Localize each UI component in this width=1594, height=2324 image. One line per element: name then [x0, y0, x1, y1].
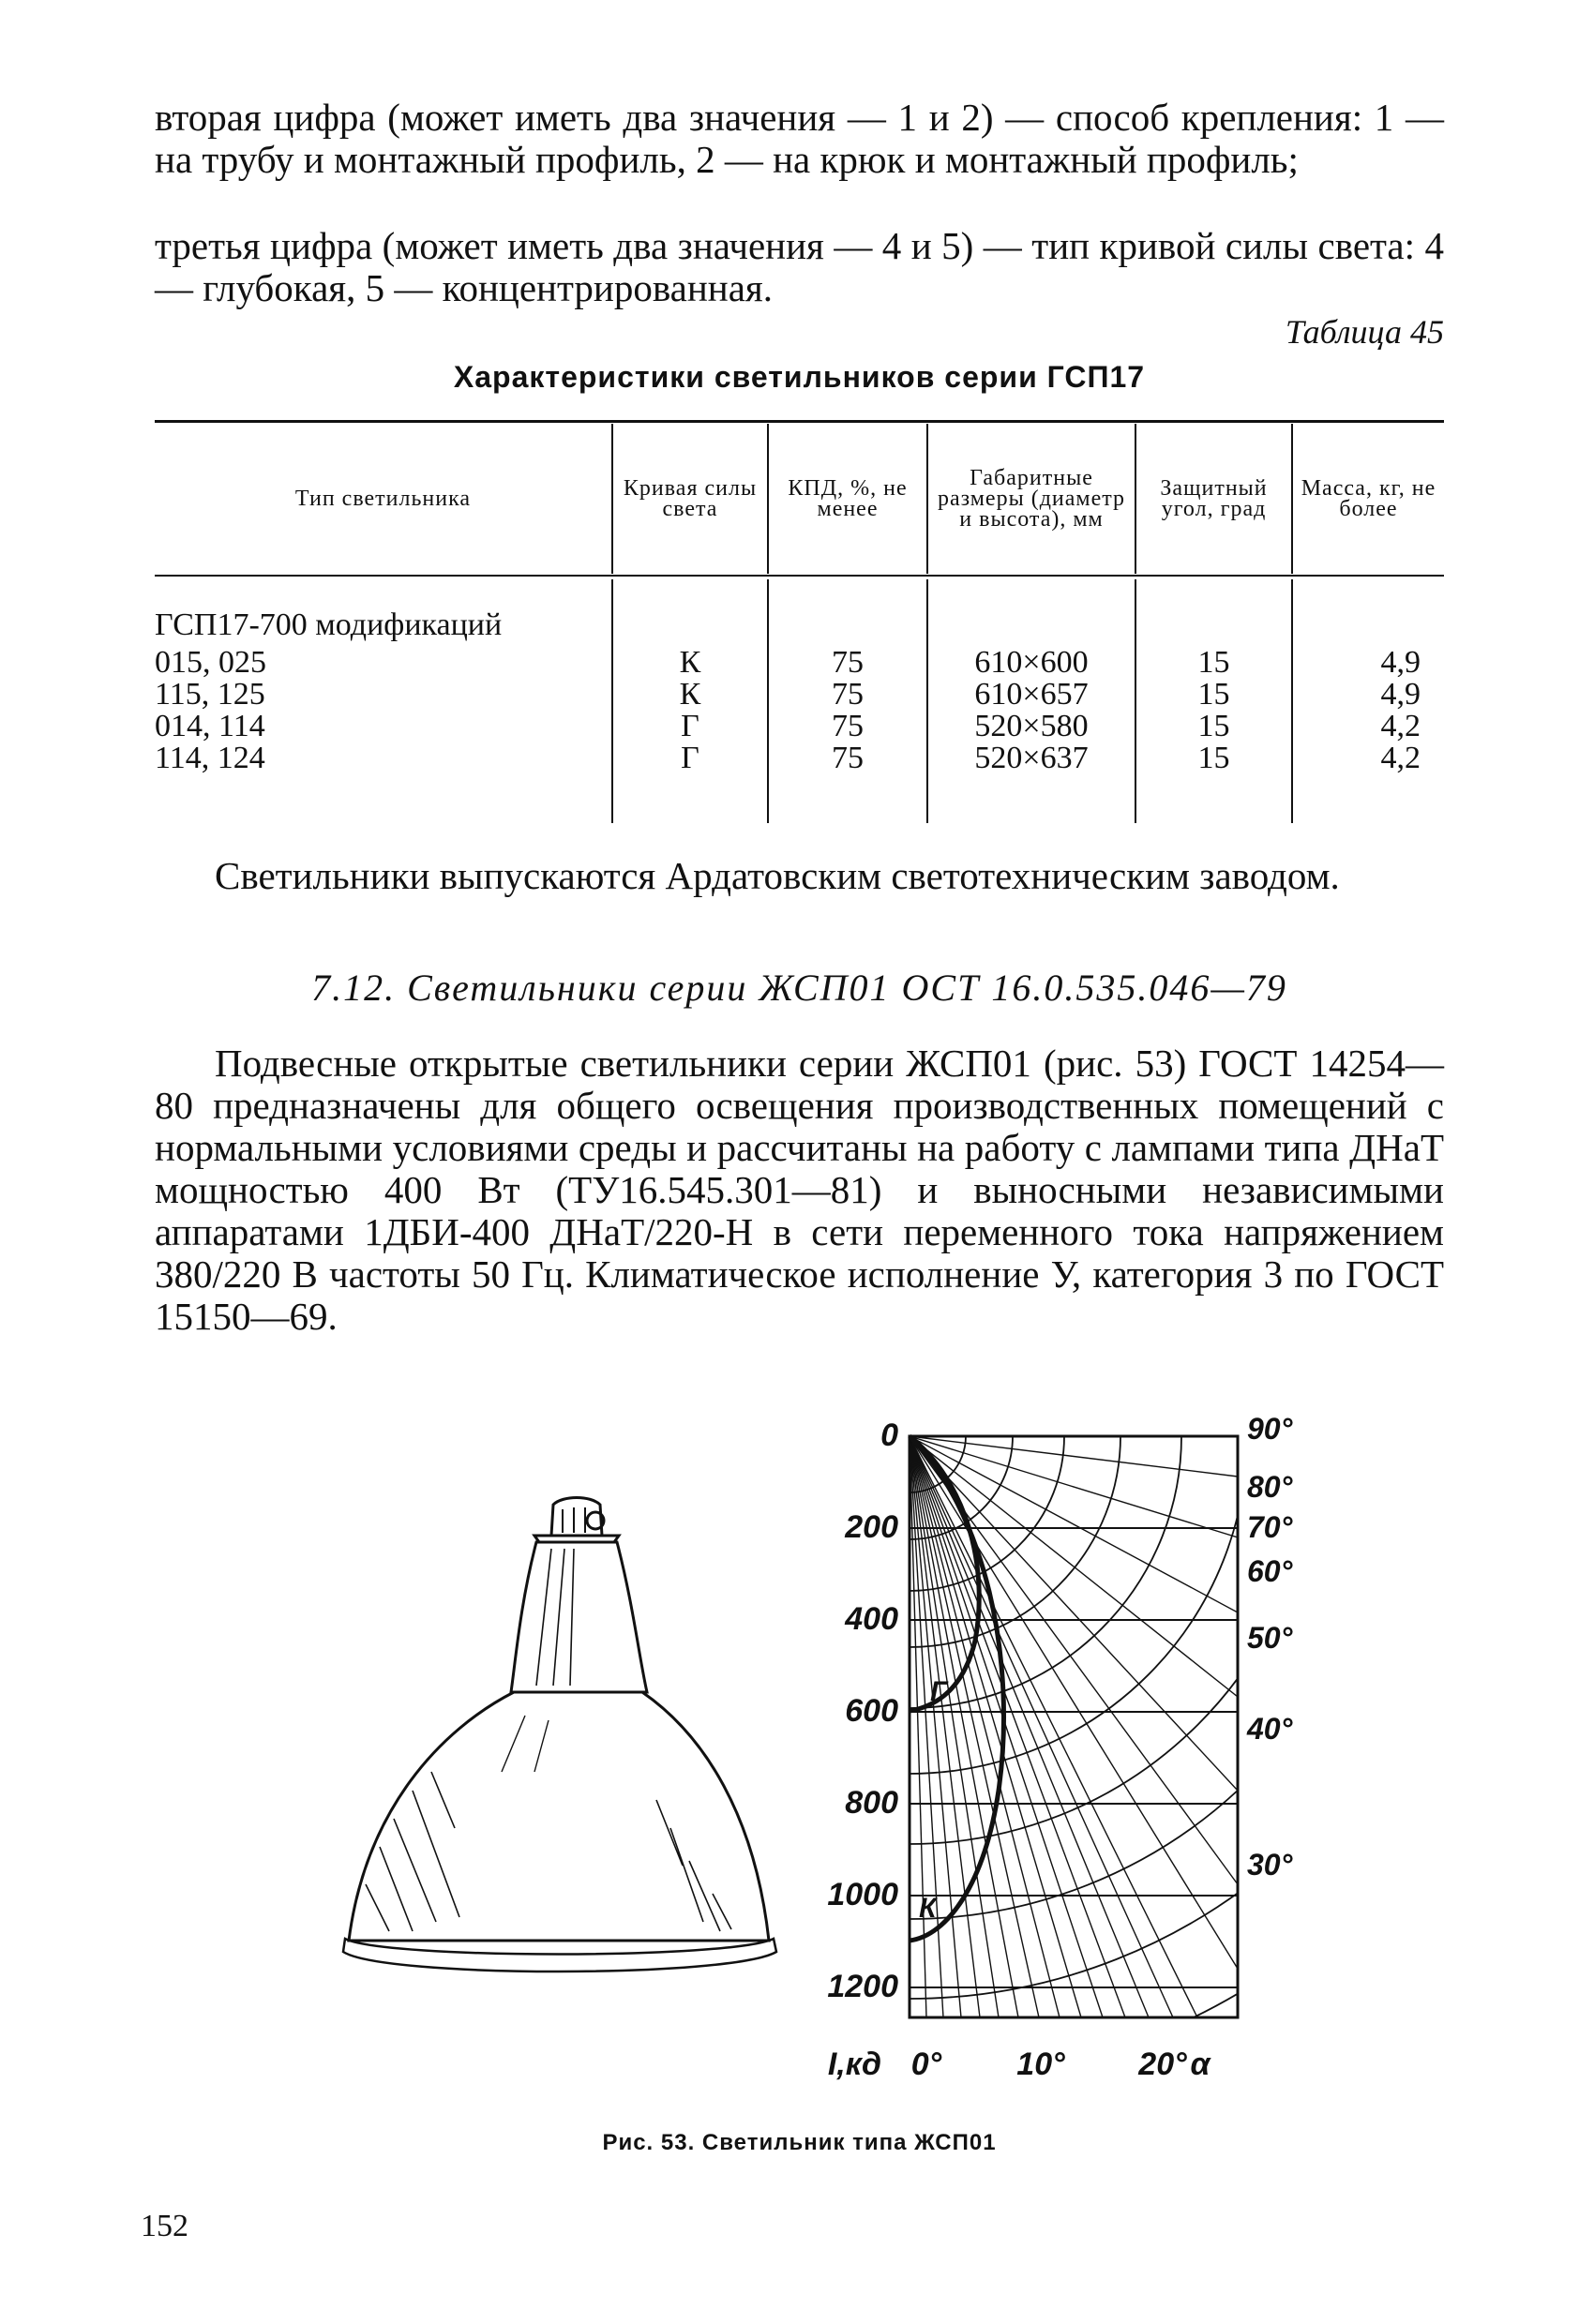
- table-cell-type: 115, 125: [155, 677, 265, 712]
- table-cell-kpd: 75: [832, 709, 864, 743]
- curve-label-g: Г: [930, 1676, 948, 1707]
- table-cell-dims: 610×657: [974, 677, 1089, 712]
- table-header-dims: Габаритные размеры (диаметр и высота), мм: [937, 466, 1126, 532]
- section-heading: 7.12. Светильники серии ЖСП01 ОСТ 16.0.535.046—79: [311, 967, 1287, 1009]
- y-axis-unit: I,кд: [827, 2047, 881, 2082]
- y-tick-label: 200: [845, 1509, 898, 1545]
- curve-label-k: К: [919, 1893, 937, 1924]
- figure-caption: Рис. 53. Светильник типа ЖСП01: [602, 2130, 997, 2155]
- x-tick-label: 10°: [1016, 2047, 1065, 2082]
- light-distribution-chart: [788, 1397, 1294, 2128]
- table-cell-kpd: 75: [832, 645, 864, 680]
- table-cell-mass: 4,2: [1380, 741, 1421, 775]
- y-tick-label: 600: [845, 1693, 898, 1729]
- table-header-rule: [155, 575, 1444, 577]
- table-col-kpd: [769, 647, 926, 774]
- angle-label: 90°: [1247, 1412, 1293, 1446]
- y-tick-label: 0: [880, 1417, 898, 1453]
- y-tick-label: 400: [845, 1601, 898, 1637]
- table-header-type: Тип светильника: [294, 487, 472, 511]
- table-col-angle: [1136, 647, 1291, 774]
- angle-label: 50°: [1247, 1621, 1293, 1655]
- table-cell-curve: К: [679, 645, 701, 680]
- angle-label: 40°: [1247, 1712, 1293, 1746]
- table-cell-angle: 15: [1197, 677, 1230, 712]
- angle-label: 80°: [1247, 1470, 1293, 1504]
- angle-label: 30°: [1247, 1848, 1293, 1882]
- table-cell-dims: 520×637: [974, 741, 1089, 775]
- table-cell-mass: 4,9: [1380, 677, 1421, 712]
- page-number: 152: [141, 2209, 188, 2243]
- table-cell-curve: Г: [681, 741, 699, 775]
- angle-label: 60°: [1247, 1554, 1293, 1588]
- table-cell-type: 014, 114: [155, 709, 265, 743]
- intro-paragraph-2: третья цифра (может иметь два значения — 4 и 5) — тип кривой силы света: 4 — глубокая, 5 — концентрированная.: [155, 224, 1444, 309]
- table-header-angle: Защитный угол, град: [1160, 476, 1268, 521]
- y-tick-label: 1200: [827, 1969, 898, 2004]
- y-tick-label: 1000: [827, 1877, 898, 1912]
- table-cell-type: 015, 025: [155, 645, 266, 680]
- table-col-mass: [1293, 647, 1421, 774]
- table-col-curve: [613, 647, 767, 774]
- table-header-curve: Кривая силы света: [623, 476, 758, 521]
- table-cell-angle: 15: [1197, 645, 1230, 680]
- table-cell-angle: 15: [1197, 741, 1230, 775]
- after-table-paragraph: Светильники выпускаются Ардатовским светотехническим заводом.: [215, 854, 1340, 897]
- table-header-kpd: КПД, %, не менее: [788, 476, 908, 521]
- table-cell-curve: К: [679, 677, 701, 712]
- x-axis-symbol: α: [1190, 2047, 1211, 2082]
- table-cell-kpd: 75: [832, 677, 864, 712]
- y-tick-label: 800: [845, 1785, 898, 1821]
- table-cell-type: 114, 124: [155, 741, 265, 775]
- table-group-label: ГСП17-700 модификаций: [155, 607, 503, 642]
- table-cell-curve: Г: [681, 709, 699, 743]
- table-cell-kpd: 75: [832, 741, 864, 775]
- table-caption: Таблица 45: [1285, 313, 1444, 351]
- table-col-type: [155, 609, 605, 774]
- table-cell-dims: 520×580: [974, 709, 1089, 743]
- table-cell-dims: 610×600: [974, 645, 1089, 680]
- section-body: Подвесные открытые светильники серии ЖСП01 (рис. 53) ГОСТ 14254—80 предназначены для общего освещения производственных помещений с нормальными условиями среды и рассчитаны на работу с лампами типа ДНаТ мощностью 400 Вт (ТУ16.545.301—81) и выносными независимыми аппаратами 1ДБИ-400 ДНаТ/220-Н в сети переменного тока напряжением 380/220 В частоты 50 Гц. Климатическое исполнение У, категория 3 по ГОСТ 15150—69.: [155, 1042, 1444, 1338]
- intro-paragraph-1: вторая цифра (может иметь два значения — 1 и 2) — способ крепления: 1 — на трубу и монтажный профиль, 2 — на крюк и монтажный профиль;: [155, 96, 1444, 181]
- table-title: Характеристики светильников серии ГСП17: [453, 360, 1146, 394]
- angle-label: 70°: [1247, 1510, 1293, 1544]
- table-header-mass: Масса, кг, не более: [1301, 476, 1436, 521]
- table-top-rule: [155, 420, 1444, 423]
- luminaire-illustration: [328, 1491, 797, 2016]
- x-tick-label: 20°: [1138, 2047, 1187, 2082]
- table-cell-mass: 4,9: [1380, 645, 1421, 680]
- table-col-dims: [928, 647, 1135, 774]
- table-cell-mass: 4,2: [1380, 709, 1421, 743]
- x-tick-label: 0°: [910, 2047, 942, 2082]
- table-cell-angle: 15: [1197, 709, 1230, 743]
